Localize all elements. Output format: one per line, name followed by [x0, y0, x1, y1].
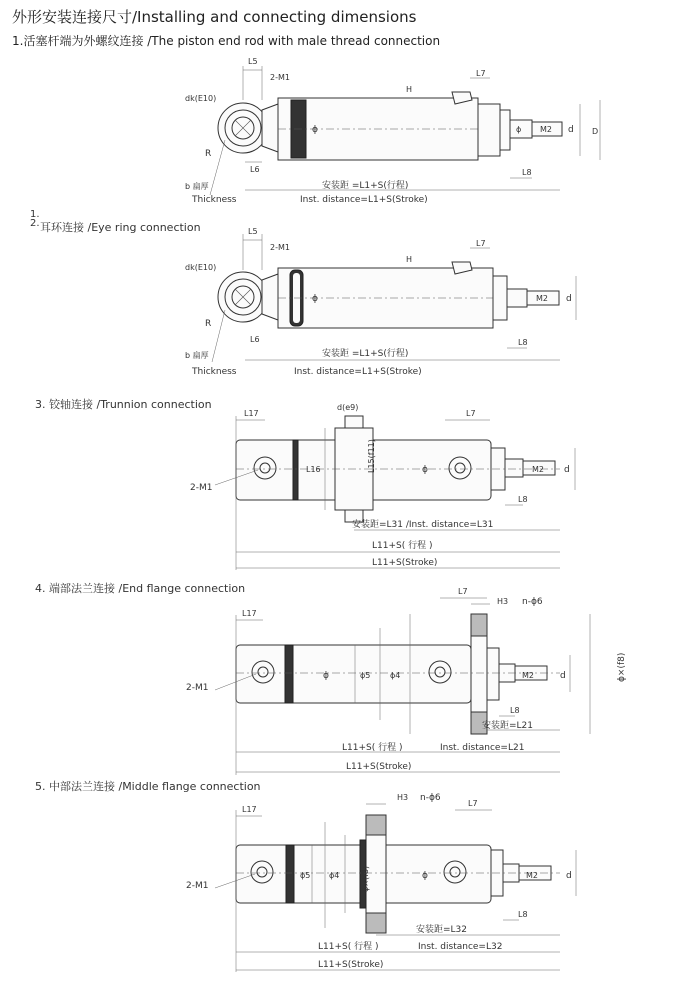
label-b-cn: b 扁厚: [185, 351, 209, 360]
label-M1: 2-M1: [186, 881, 209, 891]
label-L17: L17: [244, 409, 259, 418]
drawing-eye-ring: [185, 227, 576, 377]
label-phi4: ϕ4: [390, 671, 401, 680]
label-Lf11: L15(f11): [367, 439, 376, 473]
label-M1: 2-M1: [270, 243, 290, 252]
label-H3: H3: [497, 597, 509, 606]
piston-rod: [505, 459, 523, 477]
label-L7: L7: [476, 239, 486, 248]
label-d: d: [564, 465, 570, 475]
label-inst: 安装距=L31 /Inst. distance=L31: [352, 520, 494, 530]
label-phi: ϕ: [323, 671, 329, 681]
label-fB: ϕ×(f8): [617, 652, 627, 682]
label-n6: n-ϕ6: [420, 793, 441, 803]
label-dk: dk(E10): [185, 94, 217, 103]
label-H3: H3: [397, 793, 409, 802]
label-M2: M2: [532, 465, 544, 474]
page-title: 外形安装连接尺寸/Installing and connecting dimensions: [12, 8, 417, 26]
label-phi5: ϕ5: [300, 871, 311, 880]
label-L8: L8: [510, 706, 520, 715]
label-L8: L8: [518, 338, 528, 347]
label-stroke-cn: L11+S( 行程 ): [342, 743, 403, 753]
label-d: d: [566, 294, 572, 304]
section-2-heading: 耳环连接 /Eye ring connection: [40, 221, 201, 234]
section-2-number: 1. 2.: [30, 209, 40, 229]
drawing-middle-flange: [186, 793, 576, 972]
end-cap: [478, 104, 500, 156]
label-inst-en: Inst. distance=L21: [440, 743, 525, 753]
label-b-en: Thickness: [192, 367, 237, 377]
label-d: d: [560, 671, 566, 681]
label-inst-en: Inst. distance=L1+S(Stroke): [294, 367, 422, 377]
section-5-heading: 5. 中部法兰连接 /Middle flange connection: [35, 780, 261, 793]
label-R: R: [205, 149, 212, 159]
label-inst: 安装距=L32: [416, 925, 468, 935]
label-L7: L7: [468, 799, 478, 808]
label-L16: L16: [306, 465, 321, 474]
label-D: D: [592, 127, 599, 136]
label-L7: L7: [476, 69, 486, 78]
label-inst-en: Inst. distance=L32: [418, 942, 503, 952]
trunnion-pin-top: [345, 416, 363, 428]
label-phi: ϕ: [312, 294, 318, 304]
label-phi2: ϕ: [516, 125, 522, 134]
label-phi: ϕ: [312, 125, 318, 135]
label-M1: 2-M1: [186, 683, 209, 693]
label-M1: 2-M1: [270, 73, 290, 82]
label-L5: L5: [248, 57, 258, 66]
label-n6: n-ϕ6: [522, 597, 543, 607]
label-phi4: ϕ4: [329, 871, 340, 880]
label-H: H: [406, 255, 413, 264]
section-4-heading: 4. 端部法兰连接 /End flange connection: [35, 582, 246, 595]
label-M2: M2: [526, 871, 538, 880]
label-L8: L8: [518, 910, 528, 919]
label-inst-cn: 安装距 =L1+S(行程): [322, 181, 409, 191]
label-d: d: [566, 871, 572, 881]
label-H: H: [406, 85, 413, 94]
label-phi: ϕ: [422, 465, 428, 475]
seal-ring: [285, 645, 293, 703]
label-d: d: [568, 125, 574, 135]
label-L17: L17: [242, 609, 257, 618]
label-L17: L17: [242, 805, 257, 814]
label-L8: L8: [518, 495, 528, 504]
label-M2: M2: [522, 671, 534, 680]
label-stroke-en: L11+S(Stroke): [346, 762, 412, 772]
label-M1: 2-M1: [190, 483, 213, 493]
label-b-cn: b 扁厚: [185, 182, 209, 191]
drawing-male-thread: [185, 57, 600, 205]
label-b-en: Thickness: [192, 195, 237, 205]
label-L6: L6: [250, 335, 260, 344]
drawing-trunnion: [190, 403, 575, 570]
drawing-end-flange: [186, 587, 627, 775]
label-fB: ϕ×(f8): [361, 865, 370, 892]
section-1-heading: 1.活塞杆端为外螺纹连接 /The piston end rod with male thread connection: [12, 34, 441, 48]
piston-rod: [507, 289, 527, 307]
label-dk: dk(E10): [185, 263, 217, 272]
label-stroke-cn: L11+S( 行程 ): [372, 541, 433, 551]
label-L5: L5: [248, 227, 258, 236]
label-L7: L7: [466, 409, 476, 418]
label-L8: L8: [522, 168, 532, 177]
label-de9: d(e9): [337, 403, 359, 412]
label-M2: M2: [540, 125, 552, 134]
label-L6: L6: [250, 165, 260, 174]
label-M2: M2: [536, 294, 548, 303]
label-inst-en: Inst. distance=L1+S(Stroke): [300, 195, 428, 205]
label-R: R: [205, 319, 212, 329]
label-inst: 安装距=L21: [482, 721, 534, 731]
label-stroke-en: L11+S(Stroke): [318, 960, 384, 970]
seal-ring: [293, 440, 298, 500]
eye-neck: [262, 104, 278, 152]
label-stroke-cn: L11+S( 行程 ): [318, 942, 379, 952]
label-L7: L7: [458, 587, 468, 596]
label-stroke-en: L11+S(Stroke): [372, 558, 438, 568]
section-3-heading: 3. 铰轴连接 /Trunnion connection: [35, 398, 212, 411]
label-phi: ϕ: [422, 871, 428, 881]
label-phi5: ϕ5: [360, 671, 371, 680]
label-inst-cn: 安装距 =L1+S(行程): [322, 349, 409, 359]
seal-ring: [286, 845, 294, 903]
